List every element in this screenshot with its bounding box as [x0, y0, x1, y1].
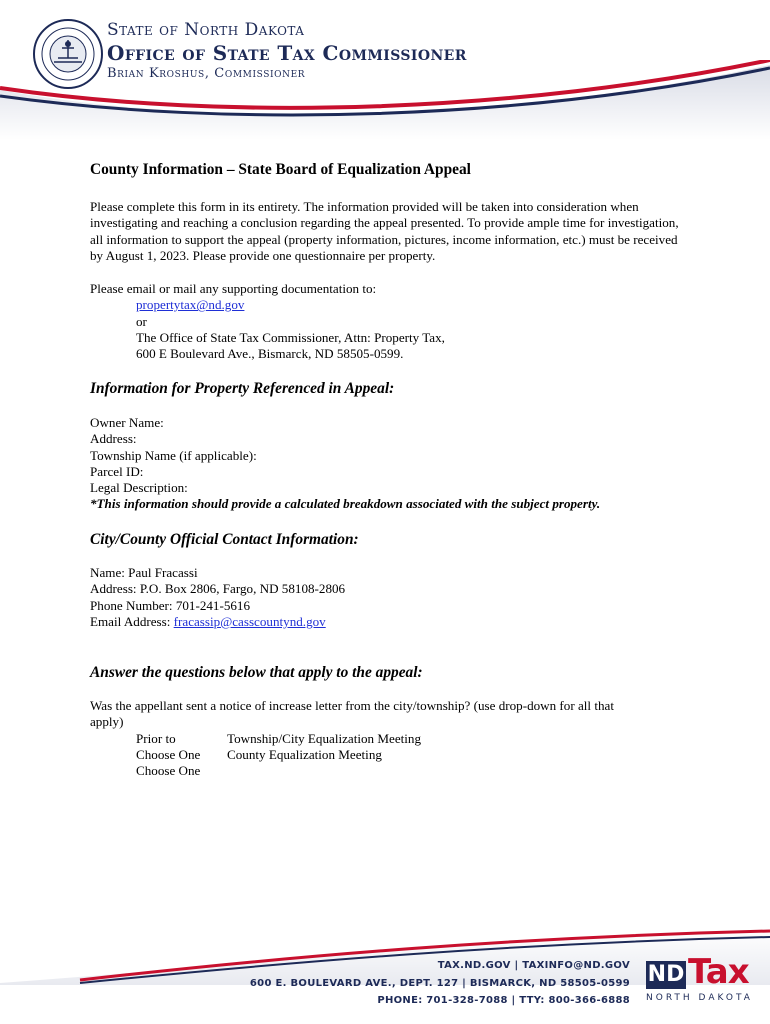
owner-name-label: Owner Name:: [90, 415, 164, 430]
state-seal-icon: [32, 18, 104, 90]
footer-phone: PHONE: 701-328-7088 | TTY: 800-366-6888: [377, 995, 630, 1006]
instructions-lead: Please email or mail any supporting documentation to:: [90, 281, 377, 296]
prior-to-label: Prior to: [136, 731, 176, 746]
contact-address: Address: P.O. Box 2806, Fargo, ND 58108-2806: [90, 581, 346, 597]
page-title: County Information – State Board of Equalization Appeal: [90, 161, 471, 178]
letterhead-state: State of North Dakota: [107, 20, 305, 40]
parcel-id-label: Parcel ID:: [90, 463, 144, 479]
township-city-meeting-label: Township/City Equalization Meeting: [227, 731, 422, 746]
questions-section-heading: Answer the questions below that apply to the appeal:: [90, 664, 423, 681]
property-section-heading: Information for Property Referenced in Appeal:: [90, 380, 395, 397]
or-text: or: [136, 313, 147, 329]
email-instructions: [90, 281, 690, 362]
contact-email-link[interactable]: fracassip@casscountynd.gov: [173, 613, 326, 629]
footer-web-email: TAX.ND.GOV | TAXINFO@ND.GOV: [437, 960, 630, 971]
propertytax-email-link[interactable]: propertytax@nd.gov: [136, 297, 245, 313]
county-meeting-label: County Equalization Meeting: [227, 747, 382, 762]
choose-one-dropdown-2[interactable]: Choose One: [136, 763, 201, 778]
contact-name: Name: Paul Fracassi: [90, 565, 198, 580]
township-label: Township Name (if applicable):: [90, 447, 257, 463]
property-note: *This information should provide a calculated breakdown associated with the subject property.: [90, 496, 601, 512]
legal-description-label: Legal Description:: [90, 480, 188, 496]
letterhead: [0, 0, 770, 140]
mailing-address-line1: The Office of State Tax Commissioner, Attn: Property Tax,: [136, 329, 445, 345]
property-fields: [90, 415, 690, 513]
contact-fields: [90, 565, 690, 630]
contact-email-label: Email Address:: [90, 613, 174, 629]
footer: [0, 925, 770, 1024]
mailing-address-line2: 600 E Boulevard Ave., Bismarck, ND 58505-0599.: [136, 346, 404, 362]
question-1-line2: apply): [90, 714, 124, 730]
contact-email-row: [90, 614, 690, 630]
contact-phone: Phone Number: 701-241-5616: [90, 597, 251, 613]
question-1-line1: Was the appellant sent a notice of increase letter from the city/township? (use drop-down for all that: [90, 698, 614, 713]
logo-north-dakota: NORTH DAKOTA: [646, 993, 753, 1003]
logo-nd: ND: [647, 962, 685, 987]
nd-tax-logo: [646, 952, 753, 1005]
question-1: [90, 698, 690, 731]
letterhead-commissioner: Brian Kroshus, Commissioner: [107, 66, 306, 81]
contact-section-heading: City/County Official Contact Information:: [90, 531, 359, 548]
intro-paragraph: Please complete this form in its entirety. The information provided will be taken into consideration when investigating and reaching a conclusion regarding the appeal presented. To provide ample time for investigation, all information to support the appeal (property information, pictures, income information, etc.) must be received by August 1, 2023. Please provide one questionnaire per property.: [90, 199, 679, 263]
logo-tax: Tax: [688, 952, 749, 992]
choose-one-dropdown-1[interactable]: Choose One: [136, 747, 201, 762]
footer-address: 600 E. BOULEVARD AVE., DEPT. 127 | BISMARCK, ND 58505-0599: [249, 978, 630, 989]
letterhead-office: Office of State Tax Commissioner: [107, 41, 467, 65]
address-label: Address:: [90, 431, 137, 447]
